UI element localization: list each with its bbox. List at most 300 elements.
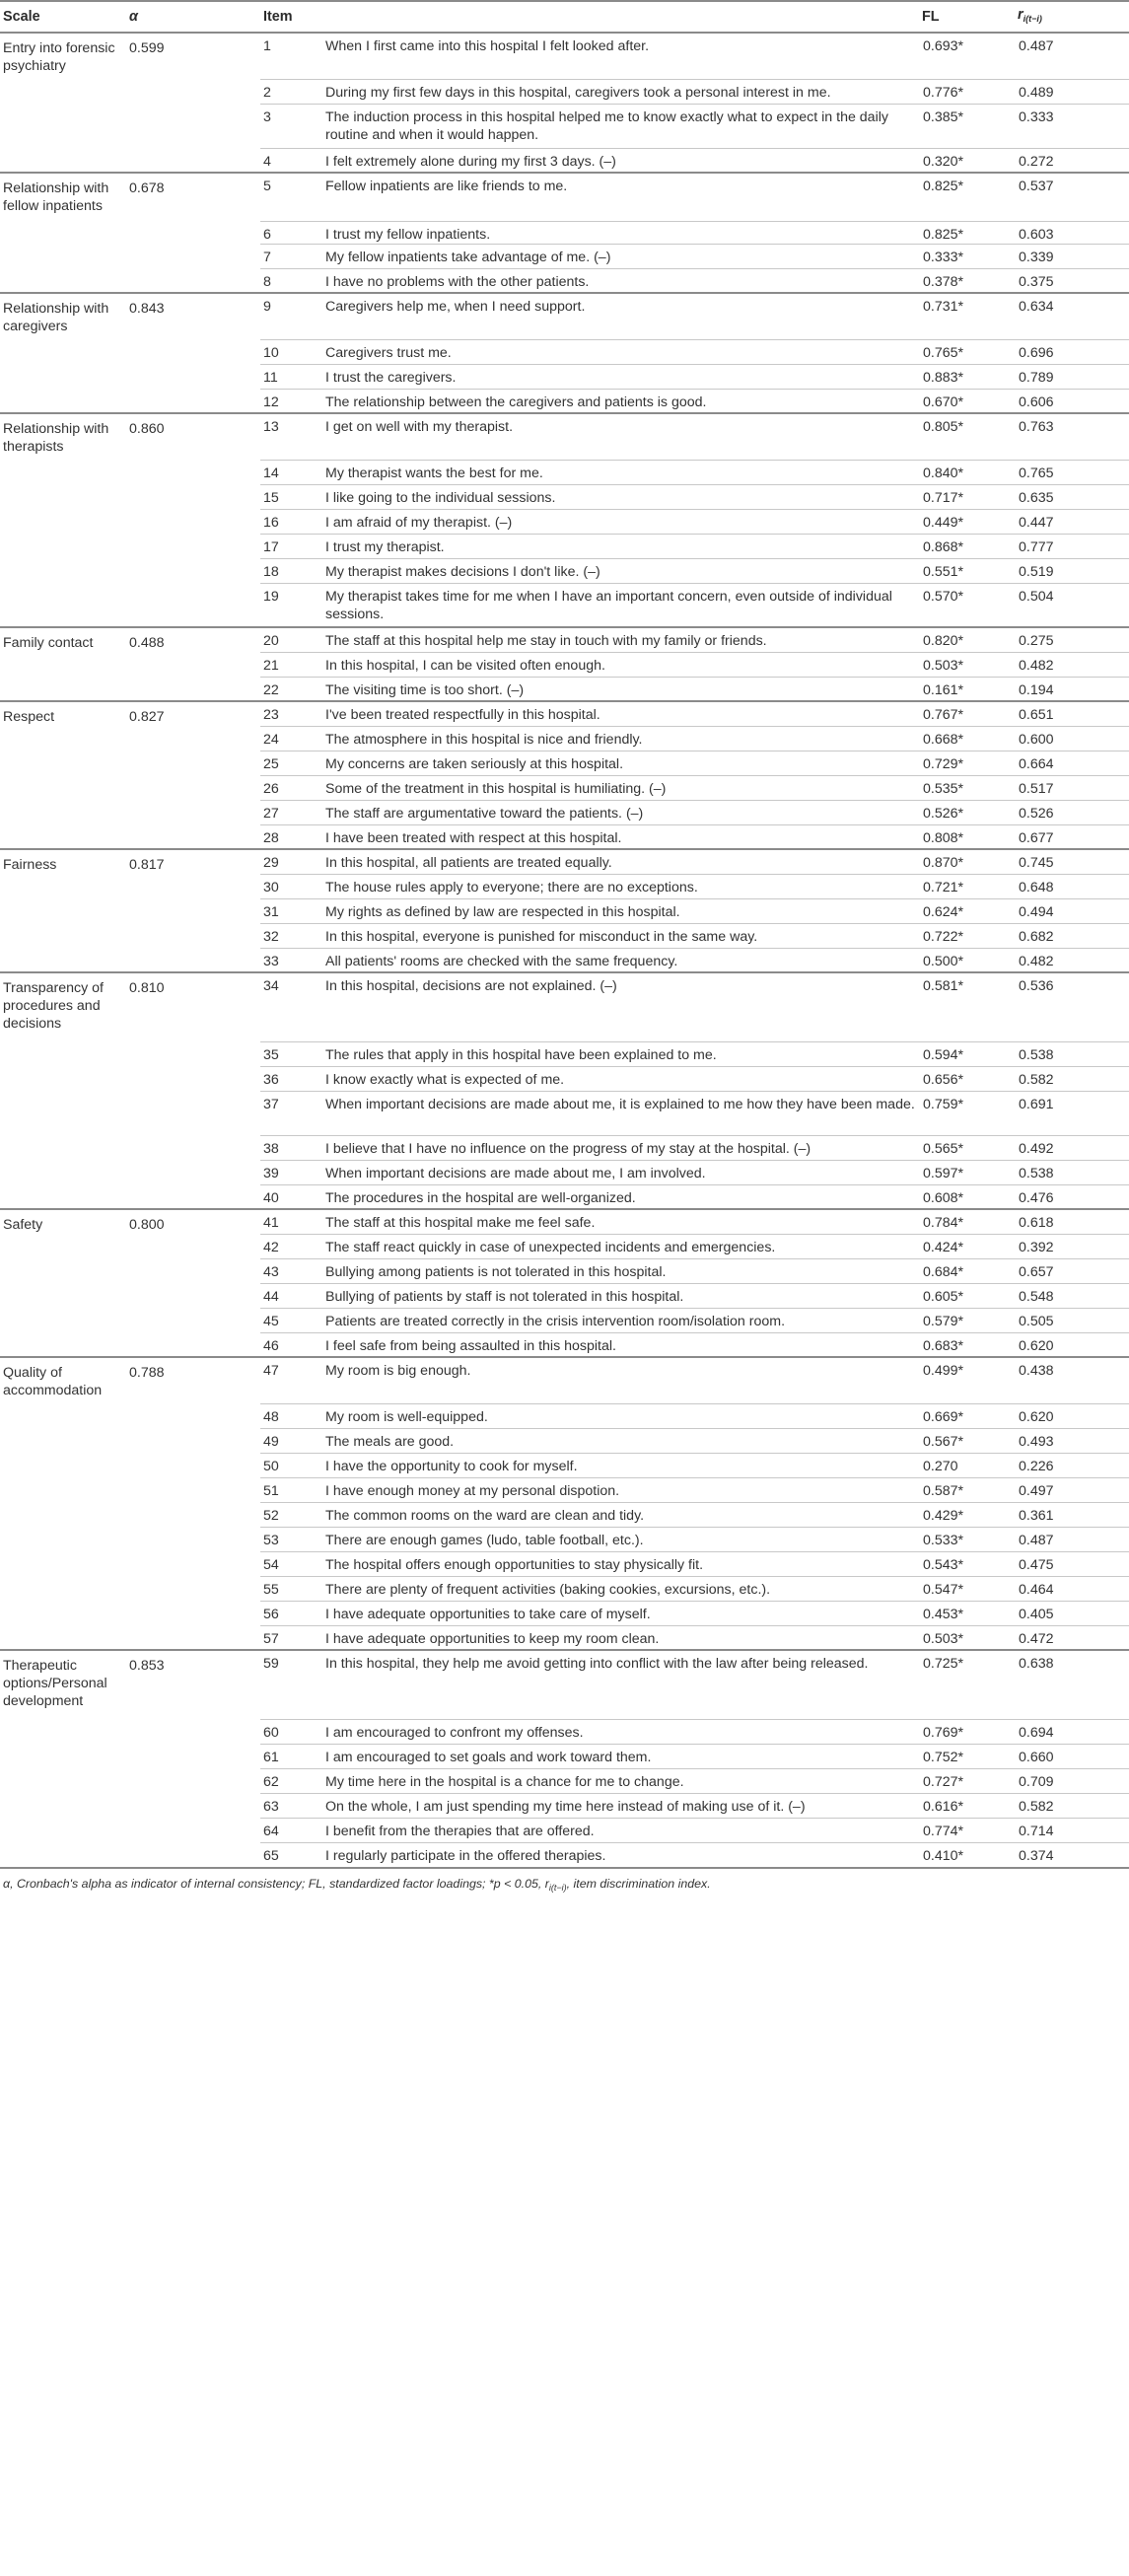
item-discrimination: 0.489	[1015, 79, 1129, 104]
item-text: The staff at this hospital make me feel safe.	[322, 1209, 919, 1234]
scale-name: Entry into forensic psychiatry	[0, 33, 126, 173]
factor-loading: 0.769*	[919, 1719, 1015, 1744]
item-number: 5	[260, 173, 322, 221]
item-discrimination: 0.487	[1015, 1527, 1129, 1551]
item-discrimination: 0.745	[1015, 849, 1129, 874]
item-number: 1	[260, 33, 322, 79]
item-number: 19	[263, 588, 279, 605]
item-discrimination: 0.657	[1015, 1258, 1129, 1283]
item-number: 20	[260, 627, 322, 652]
item-text: The procedures in the hospital are well-organized.	[325, 1189, 636, 1206]
table-row	[0, 413, 1129, 460]
factor-loading: 0.820*	[919, 627, 1015, 652]
item-number: 60	[260, 1719, 322, 1744]
scale-name: Relationship with fellow inpatients	[0, 173, 126, 293]
item-number: 23	[260, 701, 322, 726]
item-discrimination: 0.482	[1015, 652, 1129, 677]
table-row	[0, 849, 1129, 874]
item-number: 47	[260, 1357, 322, 1403]
item-discrimination: 0.696	[1015, 339, 1129, 364]
item-text: My rights as defined by law are respected in this hospital.	[322, 898, 919, 923]
item-number: 27	[260, 800, 322, 824]
item-number: 31	[260, 898, 322, 923]
header-item-text	[322, 1, 919, 33]
item-discrimination: 0.714	[1015, 1818, 1129, 1842]
item-number: 51	[260, 1477, 322, 1502]
item-text: My room is well-equipped.	[322, 1403, 919, 1428]
factor-loading: 0.825*	[919, 173, 1015, 221]
item-text: Bullying among patients is not tolerated in this hospital.	[322, 1258, 919, 1283]
item-discrimination: 0.664	[1015, 751, 1129, 775]
table-row	[0, 972, 1129, 1041]
item-discrimination: 0.620	[1019, 1337, 1054, 1354]
item-discrimination: 0.438	[1015, 1357, 1129, 1403]
factor-loading: 0.729*	[919, 751, 1015, 775]
header-alpha: α	[126, 1, 260, 33]
item-number: 65	[263, 1847, 279, 1864]
header-item: Item	[260, 1, 322, 33]
item-discrimination: 0.537	[1015, 173, 1129, 221]
factor-loading: 0.565*	[919, 1135, 1015, 1160]
header-fl: FL	[919, 1, 1015, 33]
item-discrimination: 0.472	[1019, 1630, 1054, 1647]
item-number: 3	[260, 104, 322, 148]
item-text: I believe that I have no influence on the progress of my stay at the hospital. (–)	[322, 1135, 919, 1160]
item-text: My therapist makes decisions I don't like. (–)	[322, 558, 919, 583]
item-number: 29	[260, 849, 322, 874]
factor-loading: 0.693*	[919, 33, 1015, 79]
item-text: The hospital offers enough opportunities to stay physically fit.	[322, 1551, 919, 1576]
item-text: I felt extremely alone during my first 3 days. (–)	[325, 153, 616, 170]
item-discrimination: 0.375	[1019, 273, 1054, 290]
item-number: 37	[260, 1091, 322, 1135]
item-discrimination: 0.603	[1015, 221, 1129, 244]
item-discrimination: 0.497	[1015, 1477, 1129, 1502]
item-text: I have the opportunity to cook for myself.	[322, 1453, 919, 1477]
item-discrimination: 0.536	[1015, 972, 1129, 1041]
scale-alpha: 0.843	[126, 293, 260, 413]
factor-loading: 0.424*	[919, 1234, 1015, 1258]
table-row	[0, 1209, 1129, 1234]
scale-name: Respect	[0, 701, 126, 849]
item-discrimination: 0.677	[1019, 829, 1054, 846]
factor-loading: 0.551*	[919, 558, 1015, 583]
item-discrimination: 0.405	[1015, 1601, 1129, 1625]
table-body	[0, 33, 1129, 1867]
factor-loading: 0.499*	[919, 1357, 1015, 1403]
factor-loading: 0.721*	[919, 874, 1015, 898]
factor-loading: 0.840*	[919, 460, 1015, 484]
item-number: 24	[260, 726, 322, 751]
item-discrimination: 0.517	[1015, 775, 1129, 800]
item-text: The meals are good.	[322, 1428, 919, 1453]
scale-alpha: 0.788	[126, 1357, 260, 1650]
item-number: 34	[260, 972, 322, 1041]
item-discrimination: 0.618	[1015, 1209, 1129, 1234]
scale-alpha: 0.853	[126, 1650, 260, 1867]
item-text: The common rooms on the ward are clean and tidy.	[322, 1502, 919, 1527]
item-number: 57	[263, 1630, 279, 1647]
item-number: 55	[260, 1576, 322, 1601]
factor-loading: 0.500*	[923, 953, 964, 969]
item-text: During my first few days in this hospital, caregivers took a personal interest in me.	[322, 79, 919, 104]
item-text: I am encouraged to set goals and work toward them.	[322, 1744, 919, 1768]
item-text: The staff react quickly in case of unexpected incidents and emergencies.	[322, 1234, 919, 1258]
item-discrimination: 0.635	[1015, 484, 1129, 509]
scale-alpha: 0.817	[126, 849, 260, 972]
scale-alpha: 0.800	[126, 1209, 260, 1357]
item-number: 42	[260, 1234, 322, 1258]
factor-loading: 0.270	[919, 1453, 1015, 1477]
item-number: 32	[260, 923, 322, 948]
item-text: I get on well with my therapist.	[322, 413, 919, 460]
item-text: The staff at this hospital help me stay in touch with my family or friends.	[322, 627, 919, 652]
scale-name: Family contact	[0, 627, 126, 701]
item-discrimination: 0.505	[1015, 1308, 1129, 1332]
item-number: 11	[260, 364, 322, 389]
item-number: 43	[260, 1258, 322, 1283]
item-discrimination: 0.339	[1015, 244, 1129, 268]
factor-loading: 0.767*	[919, 701, 1015, 726]
item-text: My time here in the hospital is a chance for me to change.	[322, 1768, 919, 1793]
item-text: My room is big enough.	[322, 1357, 919, 1403]
factor-loading: 0.547*	[919, 1576, 1015, 1601]
item-text: My therapist wants the best for me.	[322, 460, 919, 484]
table-row	[0, 293, 1129, 339]
factor-loading: 0.725*	[919, 1650, 1015, 1719]
item-discrimination: 0.194	[1019, 681, 1054, 698]
table-row	[0, 1357, 1129, 1403]
scale-alpha: 0.599	[126, 33, 260, 173]
factor-loading: 0.722*	[919, 923, 1015, 948]
item-discrimination: 0.694	[1015, 1719, 1129, 1744]
factor-loading: 0.526*	[919, 800, 1015, 824]
scale-alpha: 0.678	[126, 173, 260, 293]
factor-loading: 0.453*	[919, 1601, 1015, 1625]
factor-loading: 0.656*	[919, 1066, 1015, 1091]
factor-loading: 0.503*	[919, 652, 1015, 677]
item-text: I trust the caregivers.	[322, 364, 919, 389]
item-discrimination: 0.275	[1015, 627, 1129, 652]
factor-loading: 0.776*	[919, 79, 1015, 104]
item-discrimination: 0.582	[1015, 1066, 1129, 1091]
factor-loading: 0.605*	[919, 1283, 1015, 1308]
item-text: I am encouraged to confront my offenses.	[322, 1719, 919, 1744]
factor-loading: 0.868*	[919, 534, 1015, 558]
table-footnote	[0, 1867, 1129, 1900]
item-text: The induction process in this hospital helped me to know exactly what to expect in the daily routine and when it would happen.	[322, 104, 919, 148]
item-text: Patients are treated correctly in the crisis intervention room/isolation room.	[322, 1308, 919, 1332]
item-discrimination: 0.538	[1015, 1041, 1129, 1066]
item-discrimination: 0.447	[1015, 509, 1129, 534]
item-discrimination: 0.648	[1015, 874, 1129, 898]
item-discrimination: 0.789	[1015, 364, 1129, 389]
item-discrimination: 0.634	[1015, 293, 1129, 339]
factor-loading: 0.731*	[919, 293, 1015, 339]
header-ri-label: r	[1018, 7, 1023, 23]
item-text: I feel safe from being assaulted in this hospital.	[325, 1337, 616, 1354]
footnote-text: α, Cronbach's alpha as indicator of internal consistency; FL, standardized factor loadings; *p < 0.05, r	[3, 1877, 549, 1891]
scale-name: Relationship with therapists	[0, 413, 126, 627]
item-number: 33	[263, 953, 279, 969]
item-discrimination: 0.392	[1015, 1234, 1129, 1258]
item-text: I have adequate opportunities to take care of myself.	[322, 1601, 919, 1625]
factor-loading: 0.579*	[919, 1308, 1015, 1332]
header-ri	[1015, 1, 1129, 33]
item-number: 50	[260, 1453, 322, 1477]
item-discrimination: 0.374	[1019, 1847, 1054, 1864]
scale-name: Therapeutic options/Personal development	[0, 1650, 126, 1867]
item-text: When important decisions are made about me, I am involved.	[322, 1160, 919, 1184]
item-text: I trust my fellow inpatients.	[322, 221, 919, 244]
item-text: The staff are argumentative toward the patients. (–)	[322, 800, 919, 824]
item-number: 62	[260, 1768, 322, 1793]
item-text: I have been treated with respect at this hospital.	[325, 829, 622, 846]
item-text: I have no problems with the other patients.	[325, 273, 590, 290]
item-number: 8	[263, 273, 271, 290]
item-number: 48	[260, 1403, 322, 1428]
factor-loading: 0.597*	[919, 1160, 1015, 1184]
item-number: 13	[260, 413, 322, 460]
item-discrimination: 0.526	[1015, 800, 1129, 824]
item-number: 2	[260, 79, 322, 104]
scale-alpha: 0.827	[126, 701, 260, 849]
item-number: 53	[260, 1527, 322, 1551]
item-text: In this hospital, they help me avoid getting into conflict with the law after being released.	[322, 1650, 919, 1719]
factor-loading: 0.670*	[923, 394, 964, 410]
item-text: In this hospital, decisions are not explained. (–)	[322, 972, 919, 1041]
item-text: I benefit from the therapies that are offered.	[322, 1818, 919, 1842]
factor-loading: 0.825*	[919, 221, 1015, 244]
scale-name: Transparency of procedures and decisions	[0, 972, 126, 1209]
item-discrimination: 0.494	[1015, 898, 1129, 923]
item-discrimination: 0.777	[1015, 534, 1129, 558]
item-discrimination: 0.538	[1015, 1160, 1129, 1184]
item-number: 26	[260, 775, 322, 800]
item-text: My concerns are taken seriously at this hospital.	[322, 751, 919, 775]
item-number: 21	[260, 652, 322, 677]
item-number: 4	[263, 153, 271, 170]
table-row	[0, 173, 1129, 221]
item-text: I know exactly what is expected of me.	[322, 1066, 919, 1091]
item-number: 40	[263, 1189, 279, 1206]
factor-loading: 0.608*	[923, 1189, 964, 1206]
item-discrimination: 0.475	[1015, 1551, 1129, 1576]
item-text: The rules that apply in this hospital have been explained to me.	[322, 1041, 919, 1066]
item-number: 35	[260, 1041, 322, 1066]
item-text: Fellow inpatients are like friends to me.	[322, 173, 919, 221]
item-discrimination: 0.482	[1019, 953, 1054, 969]
item-discrimination: 0.765	[1015, 460, 1129, 484]
factor-loading: 0.669*	[919, 1403, 1015, 1428]
factor-loading: 0.784*	[919, 1209, 1015, 1234]
factor-loading: 0.567*	[919, 1428, 1015, 1453]
item-text: I like going to the individual sessions.	[322, 484, 919, 509]
item-discrimination: 0.763	[1015, 413, 1129, 460]
footnote-subscript: i(t−i)	[548, 1883, 567, 1893]
item-text: I regularly participate in the offered therapies.	[325, 1847, 606, 1864]
item-number: 52	[260, 1502, 322, 1527]
item-discrimination: 0.272	[1019, 153, 1054, 170]
item-text: The house rules apply to everyone; there are no exceptions.	[322, 874, 919, 898]
factor-loading: 0.752*	[919, 1744, 1015, 1768]
item-discrimination: 0.600	[1015, 726, 1129, 751]
item-discrimination: 0.709	[1015, 1768, 1129, 1793]
item-number: 18	[260, 558, 322, 583]
item-discrimination: 0.519	[1015, 558, 1129, 583]
item-number: 54	[260, 1551, 322, 1576]
factor-loading: 0.333*	[919, 244, 1015, 268]
factor-loading: 0.805*	[919, 413, 1015, 460]
header-ri-subscript: i(t−i)	[1023, 14, 1042, 24]
item-discrimination: 0.464	[1015, 1576, 1129, 1601]
factor-loading: 0.717*	[919, 484, 1015, 509]
item-text: There are plenty of frequent activities (baking cookies, excursions, etc.).	[322, 1576, 919, 1601]
item-number: 56	[260, 1601, 322, 1625]
table-row	[0, 701, 1129, 726]
scale-alpha: 0.860	[126, 413, 260, 627]
item-text: I am afraid of my therapist. (–)	[322, 509, 919, 534]
item-text: In this hospital, everyone is punished for misconduct in the same way.	[322, 923, 919, 948]
item-number: 61	[260, 1744, 322, 1768]
item-text: In this hospital, I can be visited often enough.	[322, 652, 919, 677]
item-discrimination: 0.691	[1015, 1091, 1129, 1135]
table-row	[0, 627, 1129, 652]
item-number: 59	[260, 1650, 322, 1719]
factor-loading: 0.759*	[919, 1091, 1015, 1135]
header-scale: Scale	[0, 1, 126, 33]
item-discrimination: 0.660	[1015, 1744, 1129, 1768]
item-discrimination: 0.487	[1015, 33, 1129, 79]
factor-loading: 0.684*	[919, 1258, 1015, 1283]
item-text: My fellow inpatients take advantage of me. (–)	[322, 244, 919, 268]
item-number: 25	[260, 751, 322, 775]
item-number: 46	[263, 1337, 279, 1354]
table-row	[0, 33, 1129, 79]
item-discrimination: 0.333	[1015, 104, 1129, 148]
footnote-text-end: , item discrimination index.	[566, 1877, 711, 1891]
factor-loading: 0.616*	[919, 1793, 1015, 1818]
item-discrimination: 0.606	[1019, 394, 1054, 410]
item-number: 10	[260, 339, 322, 364]
factor-loading: 0.808*	[923, 829, 964, 846]
item-number: 39	[260, 1160, 322, 1184]
factor-loading: 0.410*	[923, 1847, 964, 1864]
item-discrimination: 0.582	[1015, 1793, 1129, 1818]
item-discrimination: 0.638	[1015, 1650, 1129, 1719]
factor-loading: 0.535*	[919, 775, 1015, 800]
item-number: 12	[263, 394, 279, 410]
item-discrimination: 0.493	[1015, 1428, 1129, 1453]
item-number: 6	[260, 221, 322, 244]
item-number: 38	[260, 1135, 322, 1160]
factor-loading: 0.668*	[919, 726, 1015, 751]
item-number: 30	[260, 874, 322, 898]
item-text: The atmosphere in this hospital is nice and friendly.	[322, 726, 919, 751]
item-discrimination: 0.504	[1019, 588, 1054, 605]
scale-name: Quality of accommodation	[0, 1357, 126, 1650]
item-number: 45	[260, 1308, 322, 1332]
item-text: On the whole, I am just spending my time here instead of making use of it. (–)	[322, 1793, 919, 1818]
scale-name: Relationship with caregivers	[0, 293, 126, 413]
item-number: 17	[260, 534, 322, 558]
item-text: I have adequate opportunities to keep my room clean.	[325, 1630, 660, 1647]
factor-loading: 0.624*	[919, 898, 1015, 923]
scale-alpha: 0.488	[126, 627, 260, 701]
item-text: When important decisions are made about me, it is explained to me how they have been made.	[322, 1091, 919, 1135]
item-text: My therapist takes time for me when I have an important concern, even outside of individual sessions.	[325, 588, 892, 622]
factor-loading: 0.378*	[923, 273, 964, 290]
factor-loading: 0.883*	[919, 364, 1015, 389]
item-number: 36	[260, 1066, 322, 1091]
factor-loading: 0.543*	[919, 1551, 1015, 1576]
item-discrimination: 0.651	[1015, 701, 1129, 726]
item-text: The relationship between the caregivers and patients is good.	[325, 394, 707, 410]
factor-loading: 0.533*	[919, 1527, 1015, 1551]
item-number: 14	[260, 460, 322, 484]
item-discrimination: 0.682	[1015, 923, 1129, 948]
item-number: 49	[260, 1428, 322, 1453]
item-number: 7	[260, 244, 322, 268]
scale-name: Fairness	[0, 849, 126, 972]
factor-loading: 0.774*	[919, 1818, 1015, 1842]
item-number: 64	[260, 1818, 322, 1842]
item-text: Some of the treatment in this hospital is humiliating. (–)	[322, 775, 919, 800]
item-number: 28	[263, 829, 279, 846]
item-text: There are enough games (ludo, table football, etc.).	[322, 1527, 919, 1551]
item-text: In this hospital, all patients are treated equally.	[322, 849, 919, 874]
item-text: The visiting time is too short. (–)	[325, 681, 525, 698]
item-text: Bullying of patients by staff is not tolerated in this hospital.	[322, 1283, 919, 1308]
factor-loading: 0.429*	[919, 1502, 1015, 1527]
item-number: 41	[260, 1209, 322, 1234]
item-number: 63	[260, 1793, 322, 1818]
item-text: When I first came into this hospital I felt looked after.	[322, 33, 919, 79]
item-discrimination: 0.620	[1015, 1403, 1129, 1428]
factor-loading: 0.503*	[923, 1630, 964, 1647]
item-discrimination: 0.361	[1015, 1502, 1129, 1527]
item-text: I trust my therapist.	[322, 534, 919, 558]
item-discrimination: 0.226	[1015, 1453, 1129, 1477]
item-text: All patients' rooms are checked with the same frequency.	[325, 953, 678, 969]
table-row	[0, 1650, 1129, 1719]
factor-loading: 0.449*	[919, 509, 1015, 534]
factor-loading: 0.570*	[923, 588, 964, 605]
scale-name: Safety	[0, 1209, 126, 1357]
factor-loading: 0.727*	[919, 1768, 1015, 1793]
item-text: Caregivers help me, when I need support.	[322, 293, 919, 339]
item-discrimination: 0.476	[1019, 1189, 1054, 1206]
item-text: I have enough money at my personal dispotion.	[322, 1477, 919, 1502]
item-number: 15	[260, 484, 322, 509]
item-number: 44	[260, 1283, 322, 1308]
item-number: 9	[260, 293, 322, 339]
factor-loading: 0.683*	[923, 1337, 964, 1354]
item-discrimination: 0.492	[1015, 1135, 1129, 1160]
factor-loading: 0.870*	[919, 849, 1015, 874]
table-header	[0, 1, 1129, 33]
scale-alpha: 0.810	[126, 972, 260, 1209]
item-text: I've been treated respectfully in this hospital.	[322, 701, 919, 726]
item-number: 16	[260, 509, 322, 534]
factor-loading: 0.161*	[923, 681, 964, 698]
factor-loading: 0.581*	[919, 972, 1015, 1041]
factor-loading: 0.765*	[919, 339, 1015, 364]
factor-loading: 0.320*	[923, 153, 964, 170]
factor-loading: 0.587*	[919, 1477, 1015, 1502]
item-number: 22	[263, 681, 279, 698]
item-discrimination: 0.548	[1015, 1283, 1129, 1308]
